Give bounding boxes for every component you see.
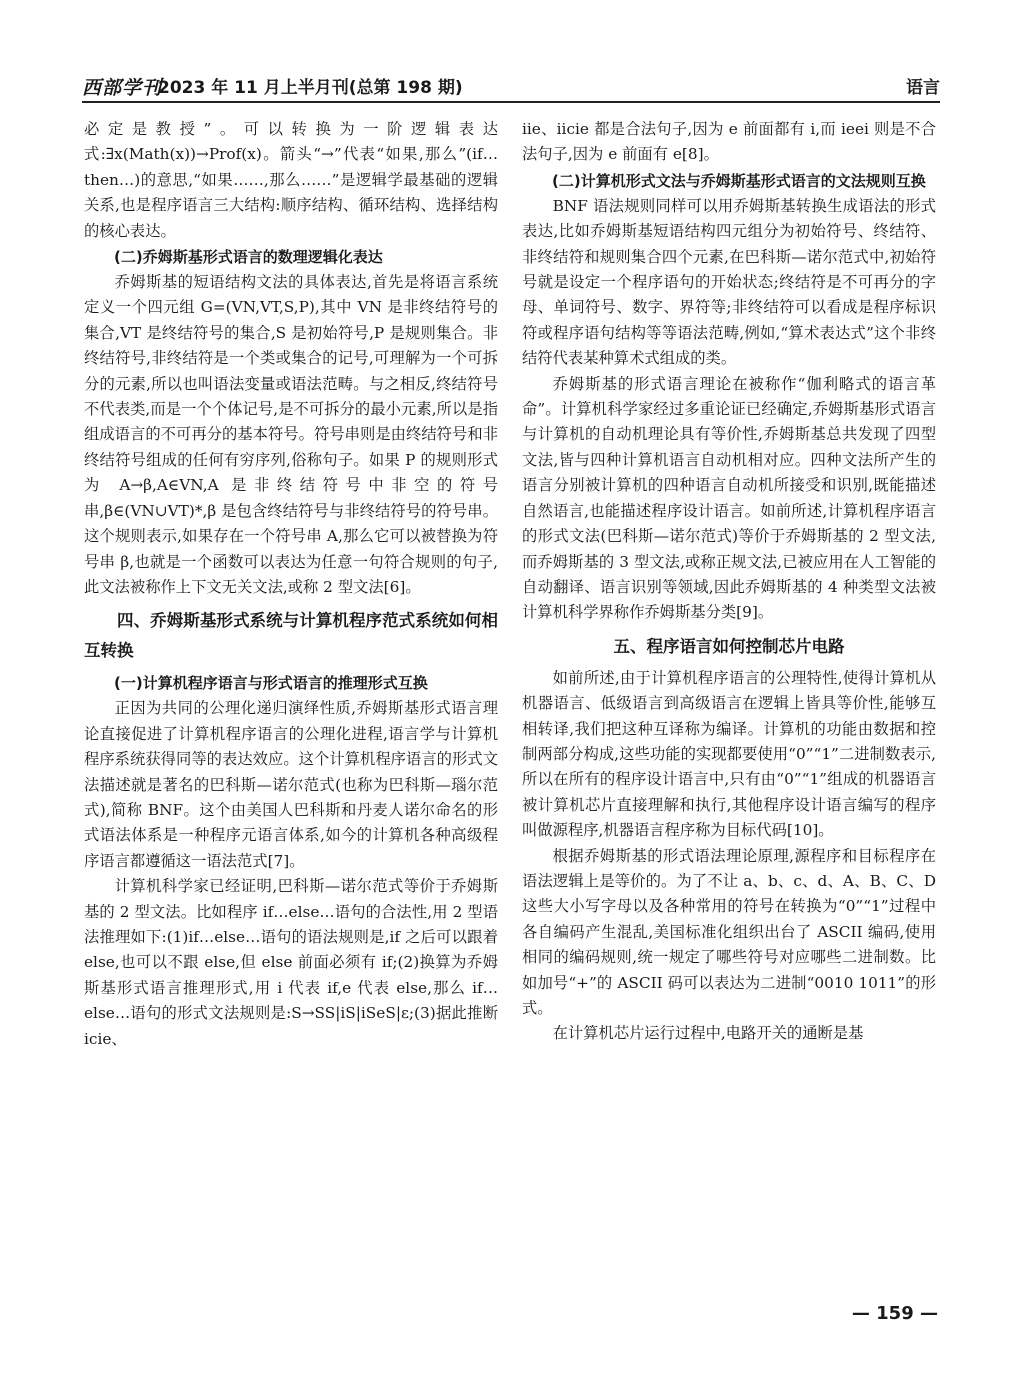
paragraph: 如前所述,由于计算机程序语言的公理特性,使得计算机从机器语言、低级语言到高级语言在逻辑上皆具等价性,能够互相转译,我们把这种互译称为编译。计算机的功能由数据和控制两部分构成,这些功能的实现都要使用“0”“1”二进制数表示,所以在所有的程序设计语言中,只有由“0”“1”组成的机器语言被计算机芯片直接理解和执行,其他程序设计语言编写的程序叫做源程序,机器语言程序称为目标代码[10]。 bbox=[522, 668, 936, 840]
section-heading: 五、程序语言如何控制芯片电路 bbox=[613, 636, 845, 656]
section-label: 语言 bbox=[906, 78, 940, 98]
paragraph: 正因为共同的公理化递归演绎性质,乔姆斯基形式语言理论直接促进了计算机程序语言的公理化进程,语言学与计算机程序系统获得同等的表达效应。这个计算机程序语言的形式文法描述就是著名的巴科斯—诺尔范式(也称为巴科斯—瑙尔范式),简称 BNF。这个由美国人巴科斯和丹麦人诺尔命名的形式语法体系是一种程序元语言体系,如今的计算机各种高级程序语言都遵循这一语法范式[7]。 bbox=[84, 699, 498, 870]
issue-info: 2023 年 11 月上半月刊(总第 198 期) bbox=[158, 78, 463, 98]
paragraph: 在计算机芯片运行过程中,电路开关的通断是基 bbox=[552, 1024, 864, 1043]
left-column bbox=[84, 117, 498, 1052]
journal-logo: 西部学刊 bbox=[82, 77, 163, 99]
paragraph: 根据乔姆斯基的形式语法理论原理,源程序和目标程序在语法逻辑上是等价的。为了不让 a、b、c、d、A、B、C、D 这些大小写字母以及各种常用的符号在转换为“0”“1”过程中各自编码产生混乱,美国标准化组织出台了 ASCII 编码,使用相同的编码规则,统一规定了哪些符号对应哪些二进制数。比如加号“+”的 ASCII 码可以表达为二进制“0010 1011”的形式。 bbox=[522, 846, 936, 1017]
section-heading: 四、乔姆斯基形式系统与计算机程序范式系统如何相互转换 bbox=[84, 611, 498, 661]
subsection-heading: (二)计算机形式文法与乔姆斯基形式语言的文法规则互换 bbox=[552, 171, 926, 190]
paragraph: 乔姆斯基的形式语言理论在被称作“伽利略式的语言革命”。计算机科学家经过多重论证已经确定,乔姆斯基形式语言与计算机的自动机理论具有等价性,乔姆斯基总共发现了四型文法,皆与四种计算机语言自动机相对应。四种文法所产生的语言分别被计算机的四种语言自动机所接受和识别,既能描述自然语言,也能描述程序设计语言。如前所述,计算机程序语言的形式文法(巴科斯—诺尔范式)等价于乔姆斯基的 2 型文法,而乔姆斯基的 3 型文法,或称正规文法,已被应用在人工智能的自动翻译、语言识别等领域,因此乔姆斯基的 4 种类型文法被计算机科学界称作乔姆斯基分类[9]。 bbox=[522, 374, 936, 622]
subsection-heading: (二)乔姆斯基形式语言的数理逻辑化表达 bbox=[114, 248, 383, 267]
paragraph: 必定是教授”。可以转换为一阶逻辑表达式:∃x(Math(x))→Prof(x)。箭头“→”代表“如果,那么”(if…then…)的意思,“如果……,那么……”是逻辑学最基础的逻辑关系,也是程序语言三大结构:顺序结构、循环结构、选择结构的核心表达。 bbox=[84, 120, 498, 240]
paragraph: BNF 语法规则同样可以用乔姆斯基转换生成语法的形式表达,比如乔姆斯基短语结构四元组分为初始符号、终结符、非终结符和规则集合四个元素,在巴科斯—诺尔范式中,初始符号就是设定一个程序语句的开始状态;终结符是不可再分的字母、单词符号、数字、界符等;非终结符可以看成是程序标识符或程序语句结构等等语法范畴,例如,“算术表达式”这个非终结符代表某种算术式组成的类。 bbox=[522, 196, 936, 368]
page-number: — 159 — bbox=[851, 1303, 938, 1324]
subsection-heading: (一)计算机程序语言与形式语言的推理形式互换 bbox=[114, 674, 428, 693]
paragraph: 计算机科学家已经证明,巴科斯—诺尔范式等价于乔姆斯基的 2 型文法。比如程序 if…else…语句的合法性,用 2 型语法推理如下:(1)if…else…语句的语法规则是,if 之后可以跟着 else,也可以不跟 else,但 else 前面必须有 if;(2)换算为乔姆斯基形式语言推理形式,用 i 代表 if,e 代表 else,那么 if…else…语句的形式文法规则是:S→SS|iS|iSeS|ε;(3)据此推断 icie、 bbox=[84, 877, 498, 1048]
header-rule bbox=[82, 101, 940, 103]
paragraph: 乔姆斯基的短语结构文法的具体表达,首先是将语言系统定义一个四元组 G=(VN,VT,S,P),其中 VN 是非终结符号的集合,VT 是终结符号的集合,S 是初始符号,P 是规则集合。非终结符号,非终结符是一个类或集合的记号,可理解为一个可拆分的元素,所以也叫语法变量或语法范畴。与之相反,终结符号不代表类,而是一个个体记号,是不可拆分的最小元素,所以是指组成语言的不可再分的基本符号。符号串则是由终结符号和非终结符号组成的任何有穷序列,俗称句子。如果 P 的规则形式为 A→β,A∈VN,A 是非终结符号中非空的符号串,β∈(VN∪VT)*,β 是包含终结符号与非终结符号的符号串。这个规则表示,如果存在一个符号串 A,那么它可以被替换为符号串 β,也就是一个函数可以表达为任意一句符合规则的句子,此文法被称作上下文无关文法,或称 2 型文法[6]。 bbox=[84, 273, 498, 596]
right-column bbox=[522, 117, 936, 1047]
paragraph: iie、iicie 都是合法句子,因为 e 前面都有 i,而 ieei 则是不合法句子,因为 e 前面有 e[8]。 bbox=[522, 120, 936, 164]
